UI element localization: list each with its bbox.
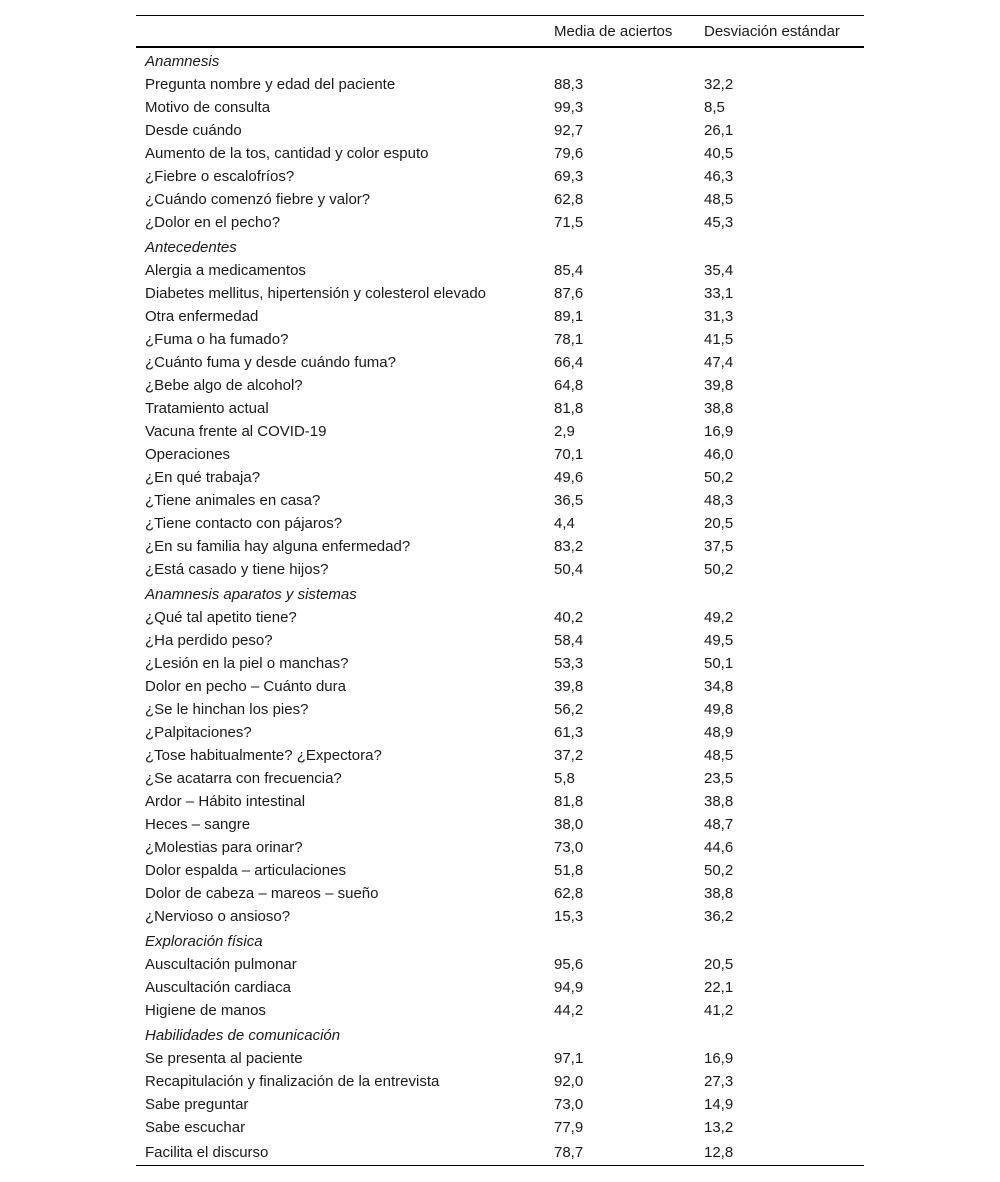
mean-value: 79,6 — [554, 145, 584, 162]
item-label: Auscultación pulmonar — [145, 956, 297, 973]
item-label: Diabetes mellitus, hipertensión y colesterol elevado — [145, 285, 487, 302]
std-value: 39,8 — [704, 377, 734, 394]
item-label: Sabe preguntar — [145, 1096, 249, 1113]
mean-value: 62,8 — [554, 191, 584, 208]
section-title: Antecedentes — [145, 238, 237, 256]
std-value: 48,7 — [704, 816, 734, 833]
std-value: 22,1 — [704, 979, 734, 996]
table-row — [136, 1116, 864, 1139]
item-label: Ardor – Hábito intestinal — [145, 793, 306, 810]
table-header-row — [136, 16, 864, 48]
header-std: Desviación estándar — [704, 16, 864, 48]
mean-value: 64,8 — [554, 377, 584, 394]
section-header-row — [136, 47, 864, 73]
section-header-row — [136, 581, 864, 606]
item-label: ¿Palpitaciones? — [145, 724, 252, 741]
item-label: ¿Se acatarra con frecuencia? — [145, 770, 342, 787]
mean-value: 40,2 — [554, 609, 584, 626]
std-value: 38,8 — [704, 793, 734, 810]
std-value: 33,1 — [704, 285, 734, 302]
table-row — [136, 211, 864, 234]
item-label: ¿En qué trabaja? — [145, 469, 261, 486]
table-row — [136, 1070, 864, 1093]
table-row — [136, 96, 864, 119]
mean-value: 77,9 — [554, 1119, 584, 1136]
table-row — [136, 328, 864, 351]
table-row — [136, 512, 864, 535]
mean-value: 92,7 — [554, 122, 584, 139]
item-label: Dolor de cabeza – mareos – sueño — [145, 885, 379, 902]
mean-value: 95,6 — [554, 956, 584, 973]
std-value: 14,9 — [704, 1096, 734, 1113]
std-value: 37,5 — [704, 538, 734, 555]
table-row — [136, 1139, 864, 1166]
item-label: ¿Tiene contacto con pájaros? — [145, 515, 343, 532]
std-value: 45,3 — [704, 214, 734, 231]
item-label: Higiene de manos — [145, 1002, 266, 1019]
mean-value: 51,8 — [554, 862, 584, 879]
std-value: 49,8 — [704, 701, 734, 718]
item-label: ¿Nervioso o ansioso? — [145, 908, 291, 925]
mean-value: 50,4 — [554, 561, 584, 578]
item-label: ¿Tose habitualmente? ¿Expectora? — [145, 747, 382, 764]
item-label: ¿Cuándo comenzó fiebre y valor? — [145, 191, 371, 208]
std-value: 36,2 — [704, 908, 734, 925]
table-row — [136, 397, 864, 420]
item-label: Dolor en pecho – Cuánto dura — [145, 678, 346, 695]
std-value: 50,2 — [704, 469, 734, 486]
std-value: 50,1 — [704, 655, 734, 672]
table-row — [136, 721, 864, 744]
table-row — [136, 119, 864, 142]
mean-value: 39,8 — [554, 678, 584, 695]
table-row — [136, 73, 864, 96]
table-row — [136, 698, 864, 721]
std-value: 44,6 — [704, 839, 734, 856]
std-value: 20,5 — [704, 956, 734, 973]
item-label: ¿Ha perdido peso? — [145, 632, 273, 649]
item-label: Operaciones — [145, 446, 231, 463]
table-row — [136, 535, 864, 558]
table-row — [136, 1047, 864, 1070]
item-label: Sabe escuchar — [145, 1119, 246, 1136]
item-label: Tratamiento actual — [145, 400, 269, 417]
item-label: ¿Qué tal apetito tiene? — [145, 609, 297, 626]
mean-value: 88,3 — [554, 76, 584, 93]
std-value: 49,2 — [704, 609, 734, 626]
table-row — [136, 606, 864, 629]
mean-value: 92,0 — [554, 1073, 584, 1090]
item-label: Otra enfermedad — [145, 308, 259, 325]
std-value: 48,5 — [704, 747, 734, 764]
table-row — [136, 859, 864, 882]
mean-value: 89,1 — [554, 308, 584, 325]
std-value: 46,0 — [704, 446, 734, 463]
item-label: ¿Está casado y tiene hijos? — [145, 561, 329, 578]
header-item — [136, 16, 554, 48]
mean-value: 44,2 — [554, 1002, 584, 1019]
std-value: 20,5 — [704, 515, 734, 532]
std-value: 16,9 — [704, 1050, 734, 1067]
std-value: 16,9 — [704, 423, 734, 440]
section-title: Anamnesis — [145, 52, 220, 70]
item-label: ¿Tiene animales en casa? — [145, 492, 321, 509]
std-value: 35,4 — [704, 262, 734, 279]
results-table — [136, 15, 864, 1166]
table-row — [136, 351, 864, 374]
section-header-row — [136, 928, 864, 953]
table-row — [136, 374, 864, 397]
table-row — [136, 259, 864, 282]
mean-value: 62,8 — [554, 885, 584, 902]
item-label: ¿Molestias para orinar? — [145, 839, 303, 856]
std-value: 26,1 — [704, 122, 734, 139]
mean-value: 71,5 — [554, 214, 584, 231]
std-value: 12,8 — [704, 1139, 864, 1166]
mean-value: 94,9 — [554, 979, 584, 996]
mean-value: 36,5 — [554, 492, 584, 509]
table-row — [136, 836, 864, 859]
item-label: Vacuna frente al COVID-19 — [145, 423, 327, 440]
mean-value: 85,4 — [554, 262, 584, 279]
table-row — [136, 420, 864, 443]
mean-value: 69,3 — [554, 168, 584, 185]
table-row — [136, 882, 864, 905]
item-label: ¿Bebe algo de alcohol? — [145, 377, 303, 394]
results-table-container — [136, 15, 864, 1166]
mean-value: 83,2 — [554, 538, 584, 555]
mean-value: 81,8 — [554, 400, 584, 417]
mean-value: 97,1 — [554, 1050, 584, 1067]
table-row — [136, 999, 864, 1022]
std-value: 41,5 — [704, 331, 734, 348]
table-row — [136, 976, 864, 999]
table-row — [136, 282, 864, 305]
mean-value: 15,3 — [554, 908, 584, 925]
mean-value: 58,4 — [554, 632, 584, 649]
std-value: 38,8 — [704, 400, 734, 417]
std-value: 23,5 — [704, 770, 734, 787]
item-label: ¿Se le hinchan los pies? — [145, 701, 309, 718]
mean-value: 49,6 — [554, 469, 584, 486]
table-row — [136, 1093, 864, 1116]
table-row — [136, 165, 864, 188]
item-label: Alergia a medicamentos — [145, 262, 306, 279]
std-value: 48,3 — [704, 492, 734, 509]
std-value: 46,3 — [704, 168, 734, 185]
table-row — [136, 790, 864, 813]
mean-value: 78,7 — [554, 1139, 704, 1166]
table-row — [136, 767, 864, 790]
mean-value: 87,6 — [554, 285, 584, 302]
mean-value: 66,4 — [554, 354, 584, 371]
table-row — [136, 305, 864, 328]
section-title: Anamnesis aparatos y sistemas — [145, 585, 357, 603]
mean-value: 78,1 — [554, 331, 584, 348]
table-row — [136, 142, 864, 165]
item-label: Pregunta nombre y edad del paciente — [145, 76, 396, 93]
std-value: 40,5 — [704, 145, 734, 162]
mean-value: 37,2 — [554, 747, 584, 764]
std-value: 34,8 — [704, 678, 734, 695]
table-row — [136, 905, 864, 928]
table-row — [136, 489, 864, 512]
item-label: ¿Cuánto fuma y desde cuándo fuma? — [145, 354, 396, 371]
mean-value: 70,1 — [554, 446, 584, 463]
table-row — [136, 188, 864, 211]
item-label: Se presenta al paciente — [145, 1050, 303, 1067]
mean-value: 2,9 — [554, 423, 575, 440]
section-header-row — [136, 234, 864, 259]
std-value: 8,5 — [704, 99, 725, 116]
std-value: 50,2 — [704, 862, 734, 879]
mean-value: 38,0 — [554, 816, 584, 833]
table-row — [136, 675, 864, 698]
mean-value: 4,4 — [554, 515, 575, 532]
item-label: Recapitulación y finalización de la entrevista — [145, 1073, 440, 1090]
std-value: 27,3 — [704, 1073, 734, 1090]
section-title: Habilidades de comunicación — [145, 1026, 341, 1044]
item-label: Heces – sangre — [145, 816, 251, 833]
item-label: ¿Dolor en el pecho? — [145, 214, 281, 231]
item-label: ¿Fiebre o escalofríos? — [145, 168, 295, 185]
table-row — [136, 813, 864, 836]
mean-value: 5,8 — [554, 770, 575, 787]
std-value: 48,5 — [704, 191, 734, 208]
item-label: ¿Fuma o ha fumado? — [145, 331, 289, 348]
mean-value: 53,3 — [554, 655, 584, 672]
table-row — [136, 652, 864, 675]
item-label: Desde cuándo — [145, 122, 242, 139]
item-label: Dolor espalda – articulaciones — [145, 862, 346, 879]
table-row — [136, 953, 864, 976]
mean-value: 73,0 — [554, 1096, 584, 1113]
std-value: 48,9 — [704, 724, 734, 741]
table-row — [136, 466, 864, 489]
mean-value: 61,3 — [554, 724, 584, 741]
header-mean: Media de aciertos — [554, 16, 704, 48]
std-value: 47,4 — [704, 354, 734, 371]
table-row — [136, 558, 864, 581]
table-row — [136, 744, 864, 767]
mean-value: 73,0 — [554, 839, 584, 856]
item-label: Motivo de consulta — [145, 99, 271, 116]
std-value: 49,5 — [704, 632, 734, 649]
item-label: ¿Lesión en la piel o manchas? — [145, 655, 349, 672]
mean-value: 99,3 — [554, 99, 584, 116]
table-row — [136, 443, 864, 466]
std-value: 32,2 — [704, 76, 734, 93]
mean-value: 56,2 — [554, 701, 584, 718]
section-title: Exploración física — [145, 932, 263, 950]
std-value: 50,2 — [704, 561, 734, 578]
section-header-row — [136, 1022, 864, 1047]
std-value: 41,2 — [704, 1002, 734, 1019]
table-row — [136, 629, 864, 652]
std-value: 13,2 — [704, 1119, 734, 1136]
std-value: 38,8 — [704, 885, 734, 902]
item-label: ¿En su familia hay alguna enfermedad? — [145, 538, 411, 555]
std-value: 31,3 — [704, 308, 734, 325]
table-body — [136, 47, 864, 1166]
item-label: Aumento de la tos, cantidad y color esputo — [145, 145, 429, 162]
item-label: Auscultación cardiaca — [145, 979, 291, 996]
mean-value: 81,8 — [554, 793, 584, 810]
item-label: Facilita el discurso — [136, 1139, 554, 1166]
